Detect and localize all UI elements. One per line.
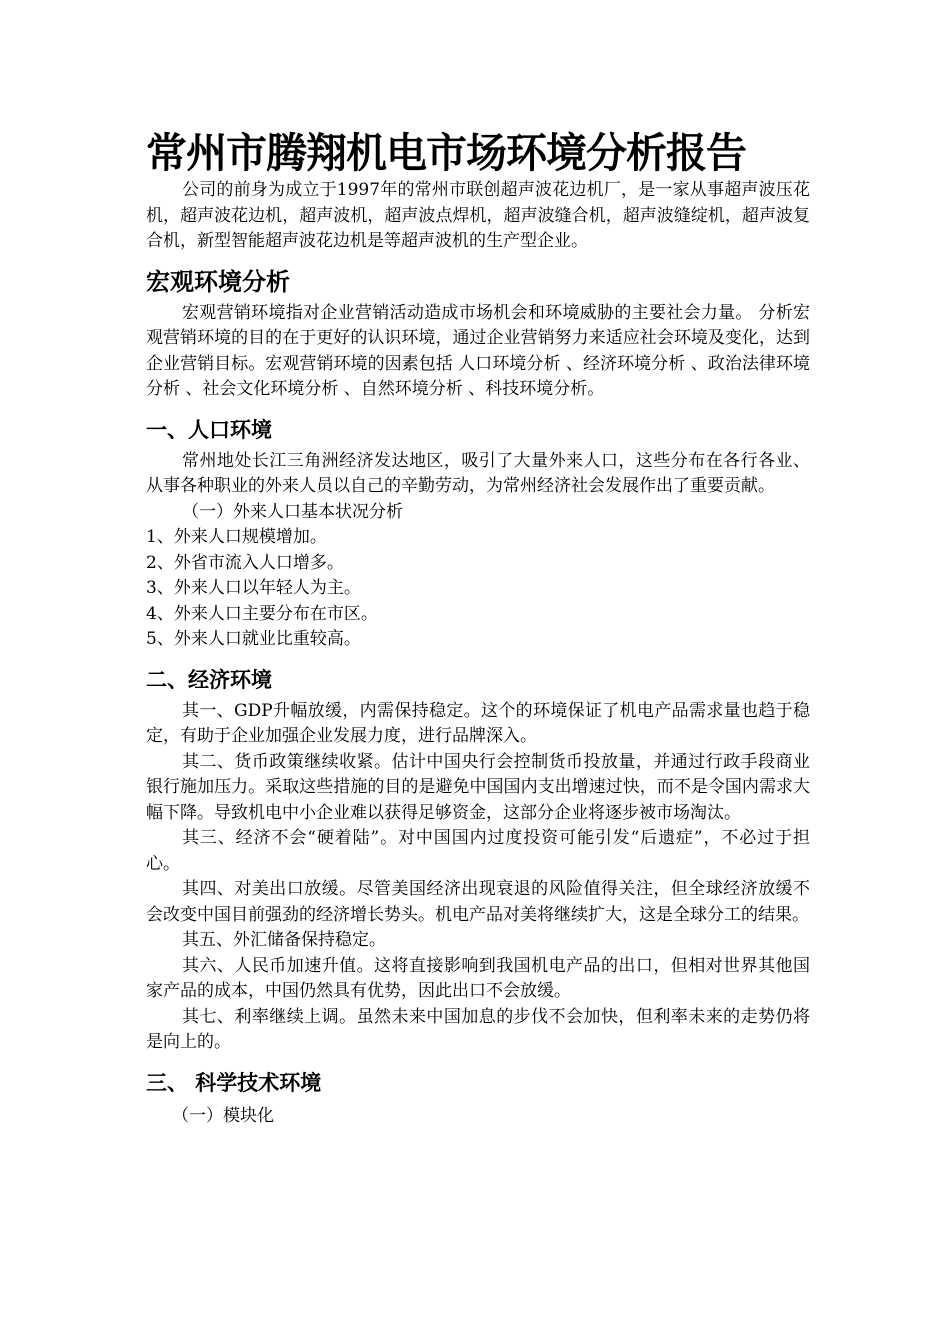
list-item: 1、外来人口规模增加。 (146, 527, 327, 547)
population-paragraph: 常州地处长江三角洲经济发达地区，吸引了大量外来人口，这些分布在各行各业、从事各种职业的外来人员以自己的辛勤劳动，为常州经济社会发展作出了重要贡献。 (146, 450, 810, 496)
population-heading: 一、人口环境 (146, 417, 272, 442)
list-item: 4、外来人口主要分布在市区。 (146, 603, 378, 624)
economy-paragraph: 其四、对美出口放缓。尽管美国经济出现衰退的风险值得关注，但全球经济放缓不会改变中国目前强劲的经济增长势头。机电产品对美将继续扩大，这是全球分工的结果。 (146, 879, 810, 925)
list-item: 2、外省市流入人口增多。 (146, 552, 344, 573)
economy-paragraph: 其七、利率继续上调。虽然未来中国加息的步伐不会加快，但利率未来的走势仍将是向上的。 (146, 1006, 810, 1052)
population-subheading: （一）外来人口基本状况分析 (182, 501, 403, 522)
list-item: 3、外来人口以年轻人为主。 (146, 578, 361, 598)
economy-paragraph: 其二、货币政策继续收紧。估计中国央行会控制货币投放量，并通过行政手段商业银行施加压力。采取这些措施的目的是避免中国国内支出增速过快，而不是令国内需求大幅下降。导致机电中小企业难以获得足够资金，这部分企业将逐步被市场淘汰。 (146, 751, 810, 823)
economy-paragraph: 其一、GDP升幅放缓，内需保持稳定。这个的环境保证了机电产品需求量也趋于稳定，有助于企业加强企业发展力度，进行品牌深入。 (146, 700, 810, 746)
economy-paragraph: 其三、经济不会“硬着陆”。对中国国内过度投资可能引发“后遗症”，不必过于担心。 (146, 828, 810, 874)
macro-heading: 宏观环境分析 (146, 267, 290, 296)
economy-paragraph: 其五、外汇储备保持稳定。 (182, 930, 386, 950)
tech-heading: 三、 科学技术环境 (146, 1070, 322, 1095)
document-page (146, 128, 810, 1129)
tech-subheading: （一）模块化 (172, 1105, 274, 1126)
intro-paragraph: 公司的前身为成立于1997年的常州市联创超声波花边机厂，是一家从事超声波压花机，超声波花边机，超声波机，超声波点焊机，超声波缝合机，超声波缝绽机，超声波复合机，新型智能超声波花边机是等超声波机的生产型企业。 (146, 180, 810, 251)
economy-paragraph: 其六、人民币加速升值。这将直接影响到我国机电产品的出口，但相对世界其他国家产品的成本，中国仍然具有优势，因此出口不会放缓。 (146, 955, 810, 1001)
economy-heading: 二、经济环境 (146, 667, 272, 692)
list-item: 5、外来人口就业比重较高。 (146, 629, 361, 649)
document-title: 常州市腾翔机电市场环境分析报告 (146, 129, 746, 177)
population-list (146, 525, 810, 653)
macro-paragraph: 宏观营销环境指对企业营销活动造成市场机会和环境威胁的主要社会力量。 分析宏观营销环境的目的在于更好的认识环境，通过企业营销努力来适应社会环境及变化，达到企业营销目标。宏观营销环境的因素包括 人口环境分析 、经济环境分析 、政治法律环境分析 、社会文化环境分析 、自然环境分析 、科技环境分析。 (146, 302, 810, 399)
